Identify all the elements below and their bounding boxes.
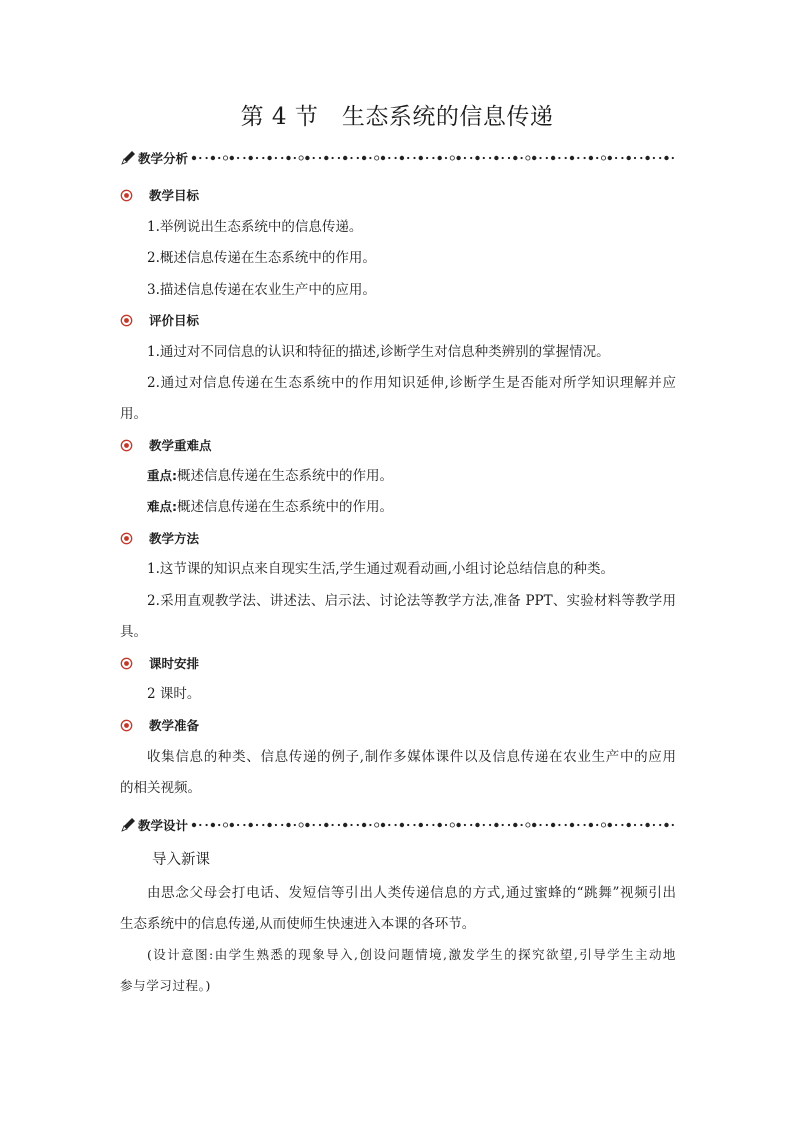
divider-dot	[659, 824, 661, 826]
divider-dot	[664, 823, 668, 827]
target-bullet-icon	[120, 439, 133, 452]
divider-dot	[256, 157, 258, 159]
divider-dot	[546, 824, 548, 826]
divider-dot	[551, 156, 555, 160]
divider-dot	[419, 156, 423, 160]
divider-dot	[489, 157, 491, 159]
divider-dot	[589, 156, 593, 160]
divider-dot	[237, 824, 239, 826]
divider-dot	[521, 157, 523, 159]
divider-dot	[558, 824, 560, 826]
divider-dot	[577, 157, 579, 159]
divider-dot	[413, 157, 415, 159]
divider-dot	[211, 156, 215, 160]
divider-dot	[489, 824, 491, 826]
divider-dot	[230, 823, 234, 827]
section-banner-design	[120, 815, 676, 835]
divider-dot	[262, 157, 264, 159]
divider-dot	[324, 823, 328, 827]
page-title: 第 4 节 生态系统的信息传递	[240, 104, 554, 130]
divider-dot	[375, 823, 379, 827]
divider-dot	[502, 824, 504, 826]
target-bullet-icon	[120, 189, 133, 202]
divider-dot	[381, 156, 385, 160]
divider-dot	[475, 156, 479, 160]
target-bullet-icon	[120, 532, 133, 545]
list-item: 2.采用直观教学法、讲述法、启示法、讨论法等教学方法,准备 PPT、实验材料等教学用	[147, 593, 676, 609]
divider-dot	[532, 156, 536, 160]
divider-dot	[281, 824, 283, 826]
pen-icon	[120, 817, 136, 833]
divider-dot	[438, 823, 442, 827]
divider-dot	[332, 157, 334, 159]
divider-dot	[672, 157, 674, 159]
divider-dot	[230, 156, 234, 160]
list-item: 1.通过对不同信息的认识和特征的描述,诊断学生对信息种类辨别的掌握情况。	[147, 344, 610, 360]
paragraph-line: 由思念父母会打电话、发短信等引出人类传递信息的方式,通过蜜蜂的“跳舞”视频引出	[147, 885, 676, 901]
divider-dot	[640, 824, 642, 826]
divider-dot	[659, 157, 661, 159]
section-heading-schedule: 课时安排	[120, 653, 199, 673]
paragraph-line: 收集信息的种类、信息传递的例子,制作多媒体课件以及信息传递在农业生产中的应用	[147, 749, 676, 765]
banner-label: 教学设计	[138, 818, 189, 833]
list-item: 2.概述信息传递在生态系统中的作用。	[147, 250, 376, 266]
divider-dot	[192, 156, 196, 160]
list-item: 1.举例说出生态系统中的信息传递。	[147, 219, 363, 235]
section-heading-methods: 教学方法	[120, 528, 199, 548]
divider-dot	[243, 157, 245, 159]
target-bullet-icon	[120, 657, 133, 670]
divider-dot	[502, 157, 504, 159]
divider-dot	[634, 157, 636, 159]
divider-dot	[470, 824, 472, 826]
divider-dot	[262, 824, 264, 826]
divider-dot	[319, 824, 321, 826]
divider-dot	[608, 156, 612, 160]
divider-dot	[470, 157, 472, 159]
divider-dot	[362, 823, 366, 827]
list-item-continuation: 具。	[120, 624, 147, 640]
section-banner-analysis	[120, 148, 676, 168]
divider-dot	[275, 824, 277, 826]
divider-dot	[305, 156, 309, 160]
section-heading-goals: 教学目标	[120, 185, 199, 205]
section-heading-preparation: 教学准备	[120, 715, 199, 735]
divider-dot	[313, 824, 315, 826]
divider-dot	[199, 157, 201, 159]
list-item: 1.这节课的知识点来自现实生活,学生通过观看动画,小组讨论总结信息的种类。	[147, 561, 614, 577]
divider-dot	[218, 157, 220, 159]
divider-dot	[294, 157, 296, 159]
divider-dot	[494, 823, 498, 827]
banner-label: 教学分析	[138, 151, 189, 166]
divider-dot	[249, 156, 253, 160]
divider-dot	[432, 824, 434, 826]
divider-dot	[539, 824, 541, 826]
divider-dot	[539, 157, 541, 159]
divider-dot	[223, 156, 227, 160]
divider-dot	[672, 824, 674, 826]
divider-dot	[343, 156, 347, 160]
divider-dot	[565, 157, 567, 159]
divider-dot	[319, 157, 321, 159]
divider-dot	[456, 823, 460, 827]
divider-dot	[645, 823, 649, 827]
divider-dot	[357, 157, 359, 159]
divider-dot	[438, 156, 442, 160]
divider-dot	[570, 823, 574, 827]
divider-dot	[199, 824, 201, 826]
divider-dot	[267, 823, 271, 827]
divider-dot	[369, 157, 371, 159]
divider-dot	[596, 157, 598, 159]
divider-dot	[464, 157, 466, 159]
divider-dot	[369, 824, 371, 826]
divider-dot	[621, 157, 623, 159]
divider-dot	[456, 156, 460, 160]
divider-dot	[615, 824, 617, 826]
divider-dot	[526, 823, 530, 827]
divider-dot	[551, 823, 555, 827]
divider-dot	[475, 823, 479, 827]
divider-dot	[357, 824, 359, 826]
difficult-point: 难点:概述信息传递在生态系统中的作用。	[147, 499, 393, 515]
divider-dot	[362, 156, 366, 160]
divider-dot	[664, 156, 668, 160]
divider-dot	[407, 824, 409, 826]
divider-dot	[653, 824, 655, 826]
list-item: 2.通过对信息传递在生态系统中的作用知识延伸,诊断学生是否能对所学知识理解并应	[147, 375, 676, 391]
list-item: 3.描述信息传递在农业生产中的应用。	[147, 282, 376, 298]
divider-dot	[388, 824, 390, 826]
divider-dot	[313, 157, 315, 159]
subheading-intro: 导入新课	[152, 852, 210, 868]
key-point: 重点:概述信息传递在生态系统中的作用。	[147, 468, 393, 484]
divider-dot	[388, 157, 390, 159]
target-bullet-icon	[120, 719, 133, 732]
divider-dot	[400, 156, 404, 160]
divider-dot	[653, 157, 655, 159]
divider-dot	[286, 823, 290, 827]
divider-dot	[256, 824, 258, 826]
divider-dot	[192, 823, 196, 827]
divider-dot	[275, 157, 277, 159]
divider-dot	[615, 157, 617, 159]
divider-dot	[281, 157, 283, 159]
divider-dot	[237, 157, 239, 159]
divider-dot	[513, 823, 517, 827]
dotted-divider	[191, 821, 676, 829]
divider-dot	[513, 156, 517, 160]
divider-dot	[608, 823, 612, 827]
divider-dot	[206, 824, 208, 826]
divider-dot	[584, 824, 586, 826]
section-heading-keypoints: 教学重难点	[120, 435, 212, 455]
divider-dot	[350, 157, 352, 159]
divider-dot	[464, 824, 466, 826]
divider-dot	[565, 824, 567, 826]
divider-dot	[324, 156, 328, 160]
divider-dot	[634, 824, 636, 826]
divider-dot	[338, 824, 340, 826]
divider-dot	[483, 824, 485, 826]
divider-dot	[400, 823, 404, 827]
divider-dot	[395, 157, 397, 159]
divider-dot	[621, 824, 623, 826]
paragraph-line: 生态系统中的信息传递,从而使师生快速进入本课的各环节。	[120, 916, 476, 932]
list-item-continuation: 用。	[120, 406, 147, 422]
divider-dot	[332, 824, 334, 826]
divider-dot	[508, 824, 510, 826]
divider-dot	[267, 156, 271, 160]
divider-dot	[395, 824, 397, 826]
divider-dot	[211, 823, 215, 827]
divider-dot	[294, 824, 296, 826]
divider-dot	[432, 157, 434, 159]
divider-dot	[589, 823, 593, 827]
divider-dot	[577, 824, 579, 826]
divider-dot	[627, 823, 631, 827]
divider-dot	[343, 823, 347, 827]
divider-dot	[305, 823, 309, 827]
divider-dot	[640, 157, 642, 159]
divider-dot	[426, 157, 428, 159]
divider-dot	[450, 823, 454, 827]
schedule-text: 2 课时。	[147, 686, 201, 702]
divider-dot	[218, 824, 220, 826]
divider-dot	[450, 156, 454, 160]
divider-dot	[445, 824, 447, 826]
divider-dot	[601, 823, 605, 827]
divider-dot	[494, 156, 498, 160]
divider-dot	[570, 156, 574, 160]
divider-dot	[413, 824, 415, 826]
section-heading-evaluation: 评价目标	[120, 310, 199, 330]
divider-dot	[483, 157, 485, 159]
divider-dot	[249, 823, 253, 827]
divider-dot	[381, 823, 385, 827]
divider-dot	[223, 823, 227, 827]
target-bullet-icon	[120, 314, 133, 327]
divider-dot	[532, 823, 536, 827]
divider-dot	[596, 824, 598, 826]
divider-dot	[445, 157, 447, 159]
divider-dot	[419, 823, 423, 827]
divider-dot	[407, 157, 409, 159]
divider-dot	[601, 156, 605, 160]
divider-dot	[508, 157, 510, 159]
divider-dot	[206, 157, 208, 159]
divider-dot	[526, 156, 530, 160]
divider-dot	[426, 824, 428, 826]
paragraph-line: 的相关视频。	[120, 780, 201, 796]
divider-dot	[521, 824, 523, 826]
dotted-divider	[191, 154, 676, 162]
divider-dot	[338, 157, 340, 159]
divider-dot	[299, 823, 303, 827]
divider-dot	[375, 156, 379, 160]
divider-dot	[286, 156, 290, 160]
divider-dot	[350, 824, 352, 826]
divider-dot	[558, 157, 560, 159]
design-note-continuation: 参与学习过程。)	[120, 978, 211, 993]
divider-dot	[299, 156, 303, 160]
divider-dot	[546, 157, 548, 159]
pen-icon	[120, 150, 136, 166]
divider-dot	[645, 156, 649, 160]
design-note: (设计意图:由学生熟悉的现象导入,创设问题情境,激发学生的探究欲望,引导学生主动地	[147, 947, 676, 962]
divider-dot	[627, 156, 631, 160]
divider-dot	[243, 824, 245, 826]
divider-dot	[584, 157, 586, 159]
